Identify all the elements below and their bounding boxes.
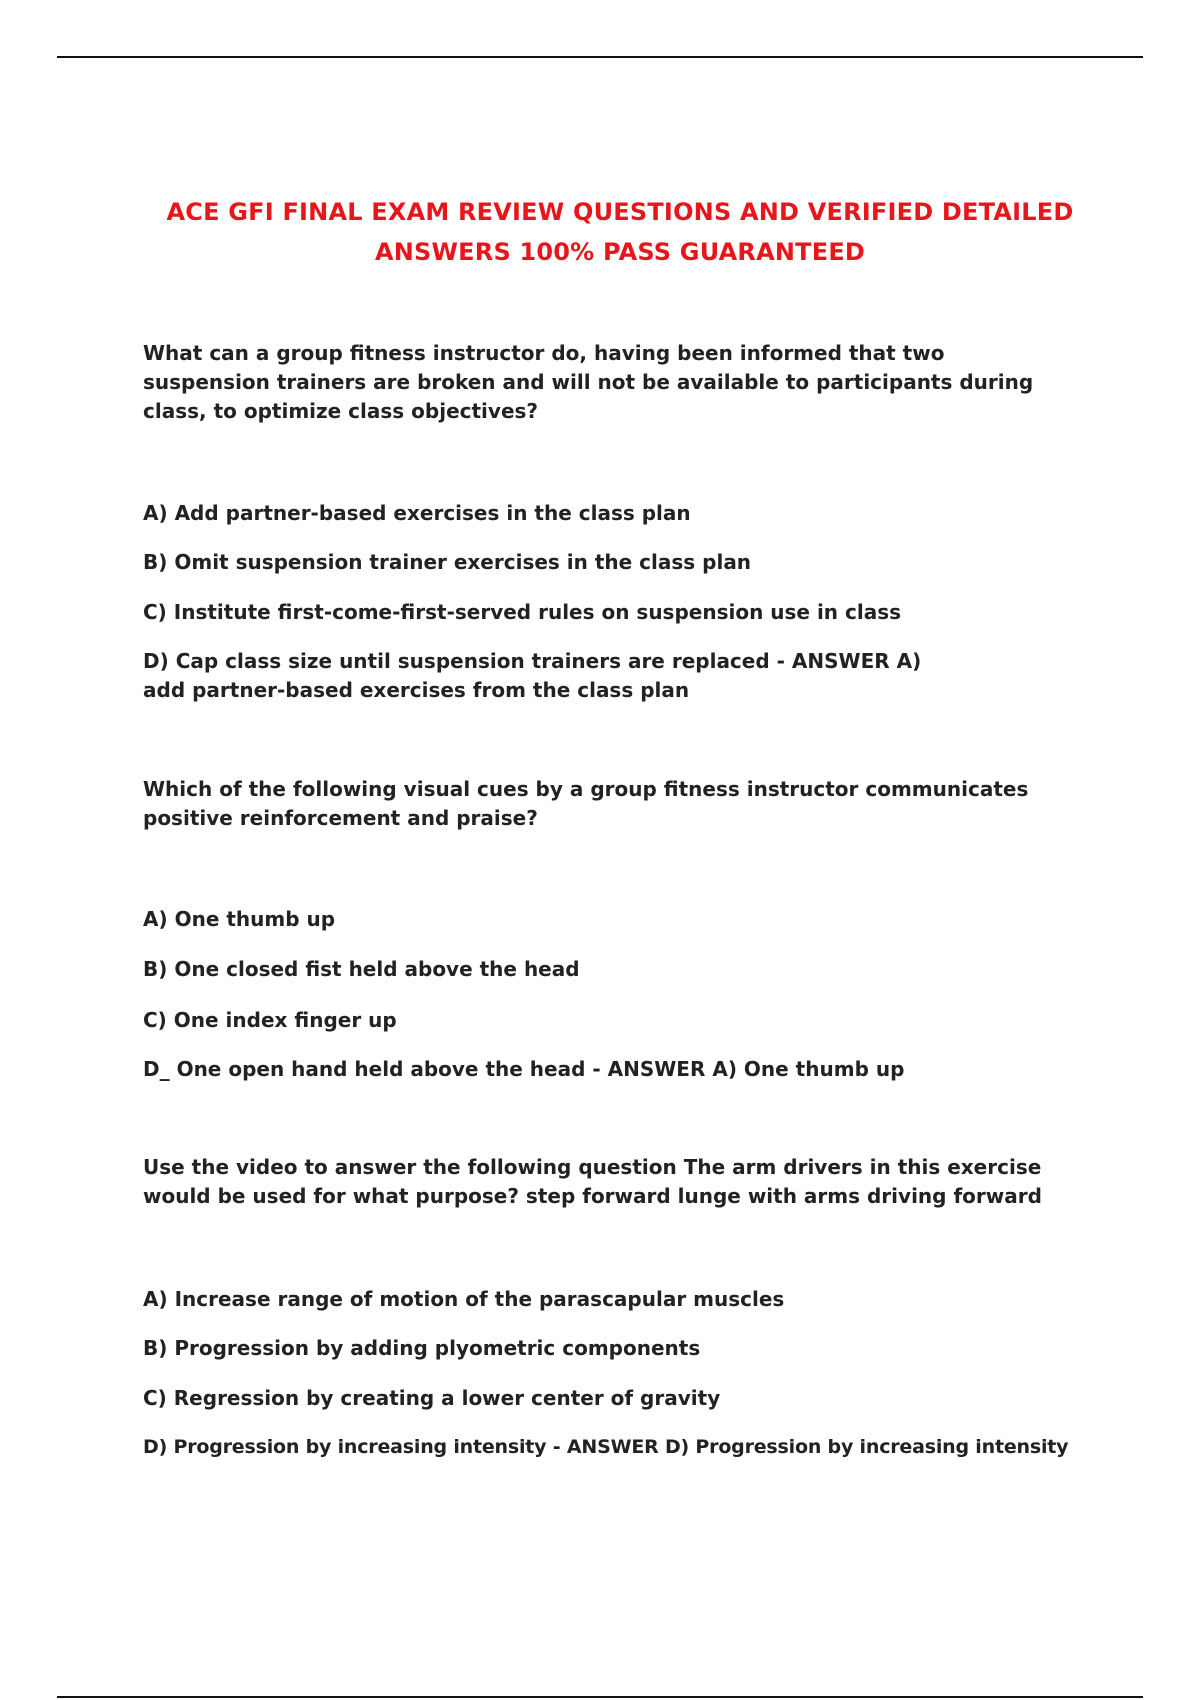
question-1-option-c: C) Institute first-come-first-served rules on suspension use in class xyxy=(143,600,902,624)
question-3-option-b: B) Progression by adding plyometric components xyxy=(143,1336,701,1360)
header-rule xyxy=(57,56,1143,58)
question-2-option-a: A) One thumb up xyxy=(143,907,336,931)
question-3-text: Use the video to answer the following question The arm drivers in this exercise would be used for what purpose? step forward lunge with arms driving forward xyxy=(143,1155,1042,1208)
question-2-option-c: C) One index finger up xyxy=(143,1008,397,1032)
question-1-option-a: A) Add partner-based exercises in the class plan xyxy=(143,501,691,525)
question-2-text: Which of the following visual cues by a group fitness instructor communicates positive reinforcement and praise? xyxy=(143,777,1029,830)
footer-rule xyxy=(57,1696,1143,1698)
document-title xyxy=(120,192,1120,272)
question-3-option-d: D) Progression by increasing intensity - ANSWER D) Progression by increasing intensity xyxy=(143,1436,1069,1458)
question-2-option-d: D_ One open hand held above the head - ANSWER A) One thumb up xyxy=(143,1057,905,1081)
question-3-option-a: A) Increase range of motion of the parascapular muscles xyxy=(143,1287,785,1311)
question-1-text: What can a group fitness instructor do, having been informed that two suspension trainers are broken and will not be available to participants during class, to optimize class objectives? xyxy=(143,341,1034,423)
question-1-option-b: B) Omit suspension trainer exercises in the class plan xyxy=(143,550,752,574)
question-3-option-c: C) Regression by creating a lower center of gravity xyxy=(143,1386,721,1410)
title-line-1: ACE GFI FINAL EXAM REVIEW QUESTIONS AND VERIFIED DETAILED xyxy=(166,198,1074,226)
title-line-2: ANSWERS 100% PASS GUARANTEED xyxy=(374,238,866,266)
question-2-option-b: B) One closed fist held above the head xyxy=(143,957,580,981)
question-1-option-d: D) Cap class size until suspension trainers are replaced - ANSWER A) add partner-based exercises from the class plan xyxy=(143,649,922,702)
